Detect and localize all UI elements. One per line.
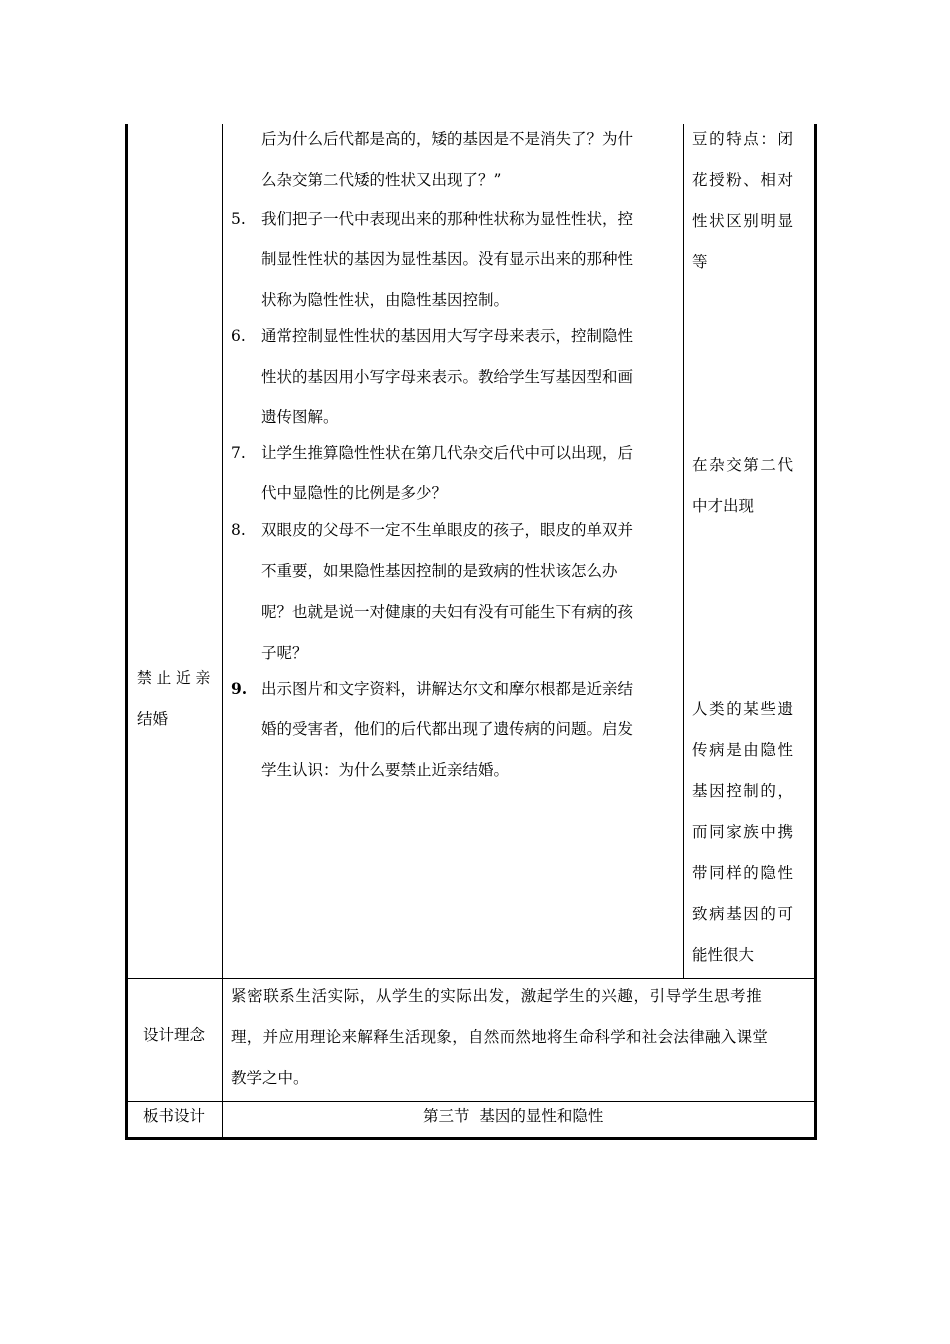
item-line: 状称为隐性性状，由隐性基因控制。: [261, 291, 510, 309]
design-concept-label: 设计理念: [143, 1026, 206, 1044]
item-line: 呢？也就是说一对健康的夫妇有没有可能生下有病的孩: [261, 603, 634, 621]
note3-line: 人类的某些遗: [692, 700, 795, 718]
item-line: 婚的受害者，他们的后代都出现了遗传病的问题。启发: [261, 720, 634, 738]
column-divider-2: [683, 124, 684, 979]
blackboard-title: 第三节 基因的显性和隐性: [423, 1107, 604, 1125]
row-divider-1: [126, 978, 815, 979]
blackboard-label: 板书设计: [143, 1107, 206, 1125]
table-border-left: [125, 124, 128, 1140]
note1-line: 性状区别明显: [692, 212, 795, 230]
note1-line: 豆的特点：闭: [692, 130, 795, 148]
item-number: 6.: [231, 327, 246, 345]
table-border-bottom: [125, 1137, 817, 1140]
row1-label-line2: 结婚: [137, 710, 169, 728]
item-line: 子呢？: [261, 644, 308, 662]
item-number: 5.: [231, 210, 246, 228]
note3-line: 而同家族中携: [692, 823, 795, 841]
item-line: 让学生推算隐性性状在第几代杂交后代中可以出现，后: [261, 444, 634, 462]
content-intro-line: 么杂交第二代矮的性状又出现了？”: [261, 171, 502, 189]
note1-line: 花授粉、相对: [692, 171, 795, 189]
item-line: 学生认识：为什么要禁止近亲结婚。: [261, 761, 510, 779]
item-line: 代中显隐性的比例是多少？: [261, 484, 448, 502]
row1-label-line1: 禁止近亲: [137, 669, 215, 687]
item-number: 7.: [231, 444, 246, 462]
item-line: 出示图片和文字资料，讲解达尔文和摩尔根都是近亲结: [261, 680, 634, 698]
note3-line: 能性很大: [692, 946, 755, 964]
design-concept-line: 理，并应用理论来解释生活现象，自然而然地将生命科学和社会法律融入课堂: [231, 1028, 769, 1046]
note1-line: 等: [692, 253, 708, 271]
design-concept-line: 教学之中。: [231, 1069, 309, 1087]
item-line: 制显性性状的基因为显性基因。没有显示出来的那种性: [261, 250, 634, 268]
item-line: 通常控制显性性状的基因用大写字母来表示，控制隐性: [261, 327, 634, 345]
table-border-right: [814, 124, 817, 1140]
note3-line: 带同样的隐性: [692, 864, 795, 882]
row-divider-2: [126, 1101, 815, 1102]
note2-line: 中才出现: [692, 497, 755, 515]
content-intro-line: 后为什么后代都是高的，矮的基因是不是消失了？为什: [261, 130, 634, 148]
note3-line: 基因控制的，: [692, 782, 795, 800]
item-line: 性状的基因用小写字母来表示。教给学生写基因型和画: [261, 368, 634, 386]
note3-line: 致病基因的可: [692, 905, 795, 923]
design-concept-line: 紧密联系生活实际，从学生的实际出发，激起学生的兴趣，引导学生思考推: [231, 987, 763, 1005]
item-number: 9.: [231, 679, 248, 698]
item-line: 双眼皮的父母不一定不生单眼皮的孩子，眼皮的单双并: [261, 521, 634, 539]
item-line: 遗传图解。: [261, 408, 339, 426]
item-number: 8.: [231, 521, 246, 539]
note2-line: 在杂交第二代: [692, 456, 795, 474]
item-line: 我们把子一代中表现出来的那种性状称为显性性状，控: [261, 210, 634, 228]
item-line: 不重要，如果隐性基因控制的是致病的性状该怎么办: [261, 562, 618, 580]
column-divider-1: [222, 124, 223, 1138]
note3-line: 传病是由隐性: [692, 741, 795, 759]
